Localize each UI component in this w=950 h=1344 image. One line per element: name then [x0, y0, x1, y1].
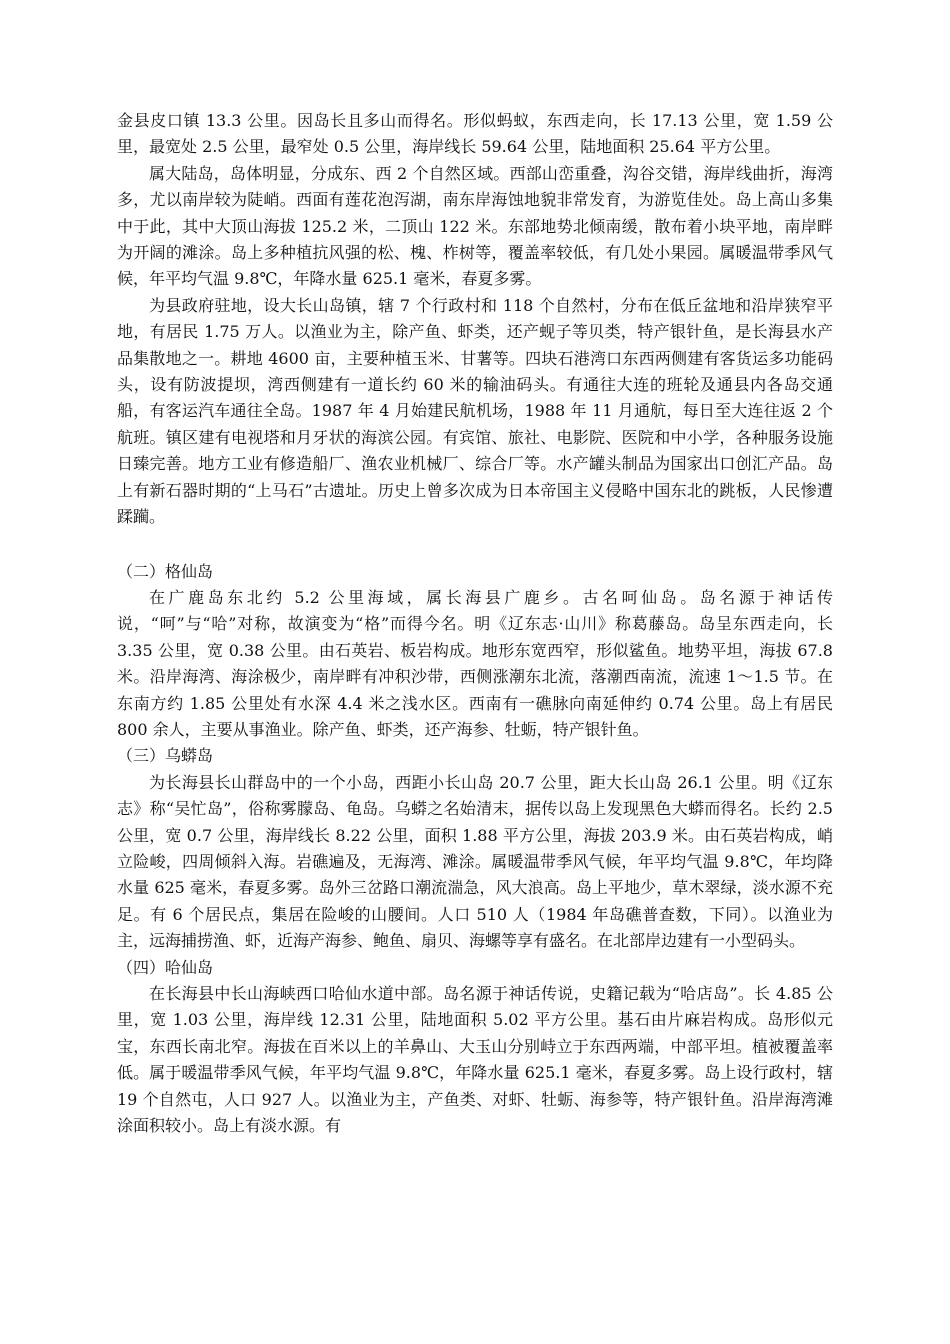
- document-body: [117, 108, 833, 1139]
- section-spacer: [117, 531, 833, 559]
- section-heading-wumang: （三）乌蟒岛: [117, 746, 214, 766]
- section-body-haxian: 在长海县中长山海峡西口哈仙水道中部。岛名源于神话传说，史籍记载为“哈店岛”。长 4.85 公里，宽 1.03 公里，海岸线 12.31 公里，陆地面积 5.02 平方公里。基石由片麻岩构成。岛形似元宝，东西长南北窄。海拔在百米以上的羊鼻山、大玉山分别峙立于东西两端，中部平坦。植被覆盖率低。属于暖温带季风气候，年平均气温 9.8℃，年降水量 625.1 毫米，春夏多雾。岛上设行政村，辖 19 个自然屯，人口 927 人。以渔业为主，产鱼类、对虾、牡蛎、海参等，特产银针鱼。沿岸海湾滩涂面积较小。岛上有淡水源。有: [117, 984, 833, 1136]
- section-body-gexian: 在广鹿岛东北约 5.2 公里海域，属长海县广鹿乡。古名呵仙岛。岛名源于神话传说，“呵”与“哈”对称，故演变为“格”而得今名。明《辽东志·山川》称葛藤岛。岛呈东西走向，长 3.35 公里，宽 0.38 公里。由石英岩、板岩构成。地形东宽西窄，形似鲨鱼。地势平坦，海拔 67.8 米。沿岸海湾、海涂极少，南岸畔有冲积沙带，西侧涨潮东北流，落潮西南流，流速 1～1.5 节。在东南方约 1.85 公里处有水深 4.4 米之浅水区。西南有一礁脉向南延伸约 0.74 公里。岛上有居民 800 余人，主要从事渔业。除产鱼、虾类，还产海参、牡蛎，特产银针鱼。: [117, 587, 833, 739]
- intro-paragraph-1: 金县皮口镇 13.3 公里。因岛长且多山而得名。形似蚂蚁，东西走向，长 17.13 公里，宽 1.59 公里，最宽处 2.5 公里，最窄处 0.5 公里，海岸线长 59.64 公里，陆地面积 25.64 平方公里。: [117, 111, 833, 157]
- section-heading-gexian: （二）格仙岛: [117, 561, 214, 581]
- section-heading-haxian: （四）哈仙岛: [117, 957, 214, 977]
- intro-paragraph-2: 属大陆岛，岛体明显，分成东、西 2 个自然区域。西部山峦重叠，沟谷交错，海岸线曲折，海湾多，尤以南岸较为陡峭。西面有莲花泡泻湖，南东岸海蚀地貌非常发育，为游览佳处。岛上高山多集中于此，其中大顶山海拔 125.2 米，二顶山 122 米。东部地势北倾南缓，散布着小块平地，南岸畔为开阔的滩涂。岛上多种植抗风强的松、槐、柞树等，覆盖率较低，有几处小果园。属暖温带季风气候，年平均气温 9.8℃，年降水量 625.1 毫米，春夏多雾。: [117, 163, 833, 289]
- section-body-wumang: 为长海县长山群岛中的一个小岛，西距小长山岛 20.7 公里，距大长山岛 26.1 公里。明《辽东志》称“吴忙岛”，俗称雾朦岛、龟岛。乌蟒之名始清末，据传以岛上发现黑色大蟒而得名。长约 2.5 公里，宽 0.7 公里，海岸线长 8.22 公里，面积 1.88 平方公里，海拔 203.9 米。由石英岩构成，峭立险峻，四周倾斜入海。岩礁遍及，无海湾、滩涂。属暖温带季风气候，年平均气温 9.8℃，年均降水量 625 毫米，春夏多雾。岛外三岔路口潮流湍急，风大浪高。岛上平地少，草木翠绿，淡水源不充足。有 6 个居民点，集居在险峻的山腰间。人口 510 人（1984 年岛礁普查数，下同）。以渔业为主，远海捕捞渔、虾，近海产海参、鲍鱼、扇贝、海螺等享有盛名。在北部岸边建有一小型码头。: [117, 772, 833, 951]
- intro-paragraph-3: 为县政府驻地，设大长山岛镇，辖 7 个行政村和 118 个自然村，分布在低丘盆地和沿岸狭窄平地，有居民 1.75 万人。以渔业为主，除产鱼、虾类，还产蚬子等贝类，特产银针鱼，是长海县水产品集散地之一。耕地 4600 亩，主要种植玉米、甘薯等。四块石港湾口东西两侧建有客货运多功能码头，设有防波提坝，湾西侧建有一道长约 60 米的输油码头。有通往大连的班轮及通县内各岛交通船，有客运汽车通往全岛。1987 年 4 月始建民航机场，1988 年 11 月通航，每日至大连往返 2 个航班。镇区建有电视塔和月牙状的海滨公园。有宾馆、旅社、电影院、医院和中小学，各种服务设施日臻完善。地方工业有修造船厂、渔农业机械厂、综合厂等。水产罐头制品为国家出口创汇产品。岛上有新石器时期的“上马石”古遗址。历史上曾多次成为日本帝国主义侵略中国东北的跳板，人民惨遭蹂躏。: [117, 295, 833, 527]
